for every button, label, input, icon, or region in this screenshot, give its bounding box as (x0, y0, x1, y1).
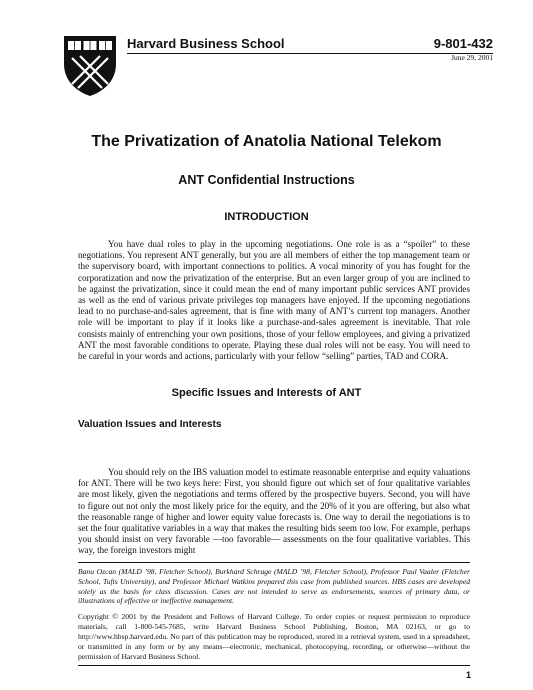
case-number: 9-801-432 (433, 36, 493, 51)
page-number: 1 (465, 670, 471, 680)
case-date: June 29, 2001 (451, 53, 493, 62)
footnote-rule (78, 562, 470, 563)
section-heading-introduction: INTRODUCTION (224, 211, 309, 223)
document-subtitle: ANT Confidential Instructions (178, 173, 355, 187)
copyright-notice: Copyright © 2001 by the President and Fellows of Harvard College. To order copies or request permission to reproduce materials, call 1-800-545-7685, write Harvard Business School Publishing, Boston, MA 02163, or go to http://www.hbsp.harvard.edu. No part of this publication may be reproduced, stored in a retrieval system, used in a spreadsheet, or transmitted in any form or by any means—electronic, mechanical, photocopying, recording, or otherwise—without the permission of Harvard Business School. (78, 612, 470, 661)
intro-paragraph: You have dual roles to play in the upcoming negotiations. One role is as a “spoiler” to these negotiations. You represent ANT generally, but you are all members of either the top management team or the supervisory board, with important connections to politics. A vocal minority of you has fought for the corporatization and now the privatization of the enterprise. But an even larger group of you are inclined to be against the privatization, since it could mean the end of many important public services ANT provides as well as the end of various private privileges top managers have enjoyed. If the upcoming negotiations lead to no purchase-and-sales agreement, that is fine with many of ANT’s current top managers. Another role will be important to play if it looks like a purchase-and-sales agreement is inevitable. That role consists mainly of entrenching your own positions, those of your fellow employees, and giving a privatized ANT the most favorable conditions to operate. Playing these dual roles will not be easy. You will need to be careful in your words and actions, particularly with your fellow “selling” parties, TAD and CORA. (78, 239, 470, 362)
section-heading-specific-issues: Specific Issues and Interests of ANT (171, 387, 362, 399)
subsection-heading-valuation: Valuation Issues and Interests (78, 419, 222, 430)
valuation-paragraph: You should rely on the IBS valuation model to estimate reasonable enterprise and equity valuations for ANT. There will be two keys here: First, you should figure out which set of four qualitative variables are most likely, given the negotiations and terms offered by the prospective buyers. Second, you will have to figure out not only the most likely price for the equity, and the 20% of it you are offering, but also what the reasonable range of higher and lower equity value forecasts is. One way to derail the negotiations is to set the four qualitative variables in a way that makes the resulting bids seem too low. For example, perhaps you should insist on very favorable —too favorable— assessments on the four qualitative variables. This way, the foreign investors might (78, 467, 470, 555)
footer-rule (78, 665, 470, 666)
header-rule (127, 53, 493, 54)
authors-note: Banu Ozcan (MALD ’98, Fletcher School), Burkhard Schrage (MALD ’98, Fletcher School), Professor Paul Vaaler (Fletcher School, Tufts University), and Professor Michael Watkins prepared this case from published sources. HBS cases are developed solely as the basis for class discussion. Cases are not intended to serve as endorsements, sources of primary data, or illustrations of effective or ineffective management. (78, 567, 470, 606)
harvard-shield-logo (62, 34, 118, 98)
school-name: Harvard Business School (127, 36, 285, 51)
document-title: The Privatization of Anatolia National Telekom (91, 133, 442, 150)
